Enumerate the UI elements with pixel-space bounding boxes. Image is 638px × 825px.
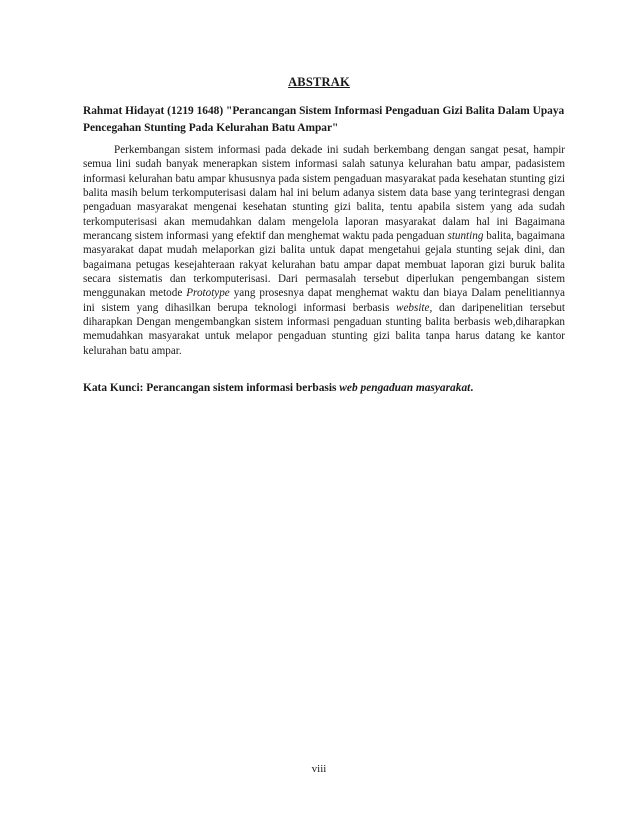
citation: Rahmat Hidayat (1219 1648) "Perancangan Sistem Informasi Pengaduan Gizi Balita Dalam Upaya Pencegahan Stunting Pada Kelurahan Batu Ampar" <box>83 105 565 134</box>
abstract-text-4: dan daripenelitian tersebut diharapkan Dengan mengembangkan sistem informasi pengaduan stunting balita berbasis web,diharapkan memudahkan masyarakat untuk melapor pengaduan stunting gizi balita tanpa harus datang ke kantor kelurahan batu ampar. <box>83 301 565 357</box>
abstract-paragraph <box>83 143 565 358</box>
page-number: viii <box>311 763 327 775</box>
abstract-emphasis-stunting: stunting <box>447 230 484 243</box>
keywords-label: Kata Kunci: Perancangan sistem informasi berbasis <box>83 382 340 394</box>
keywords <box>83 381 565 396</box>
abstract-emphasis-prototype: Prototype <box>186 287 230 300</box>
abstract-title: ABSTRAK <box>288 75 350 89</box>
keywords-end: . <box>470 382 474 394</box>
abstract-text-3: yang prosesnya dapat menghemat waktu dan biaya Dalam penelitiannya ini sistem yang dihasilkan berupa teknologi informasi berbasis <box>83 287 565 314</box>
keywords-italic: web pengaduan masyarakat <box>339 382 471 394</box>
abstract-emphasis-website: website, <box>396 301 433 314</box>
abstract-text-2: balita, bagaimana masyarakat dapat mudah melaporkan gizi balita untuk dapat mengetahui gejala stunting sejak dini, dan bagaimana petugas kesejahteraan rakyat kelurahan batu ampar dapat membuat laporan gizi buruk balita secara sistematis dan terkomputerisasi. Dari permasalah tersebut diperlukan pengembangan sistem menggunakan metode <box>83 230 566 300</box>
abstract-text-1: Perkembangan sistem informasi pada dekade ini sudah berkembang dengan sangat pesat, hampir semua lini sudah banyak menerapkan sistem informasi salah satunya kelurahan batu ampar, padasistem informasi kelurahan batu ampar khususnya pada sistem pengaduan masyarakat pada kesehatan stunting gizi balita masih belum terkomputerisasi dalam hal ini belum adanya sistem data base yang terintegrasi dengan pengaduan masyarakat mengenai kesehatan stunting gizi balita, tentu apabila sistem yang ada sudah terkomputerisasi akan memudahkan dalam mengelola laporan masyarakat dalam hal ini Bagaimana merancang sistem informasi yang efektif dan menghemat waktu pada pengaduan <box>83 144 565 243</box>
